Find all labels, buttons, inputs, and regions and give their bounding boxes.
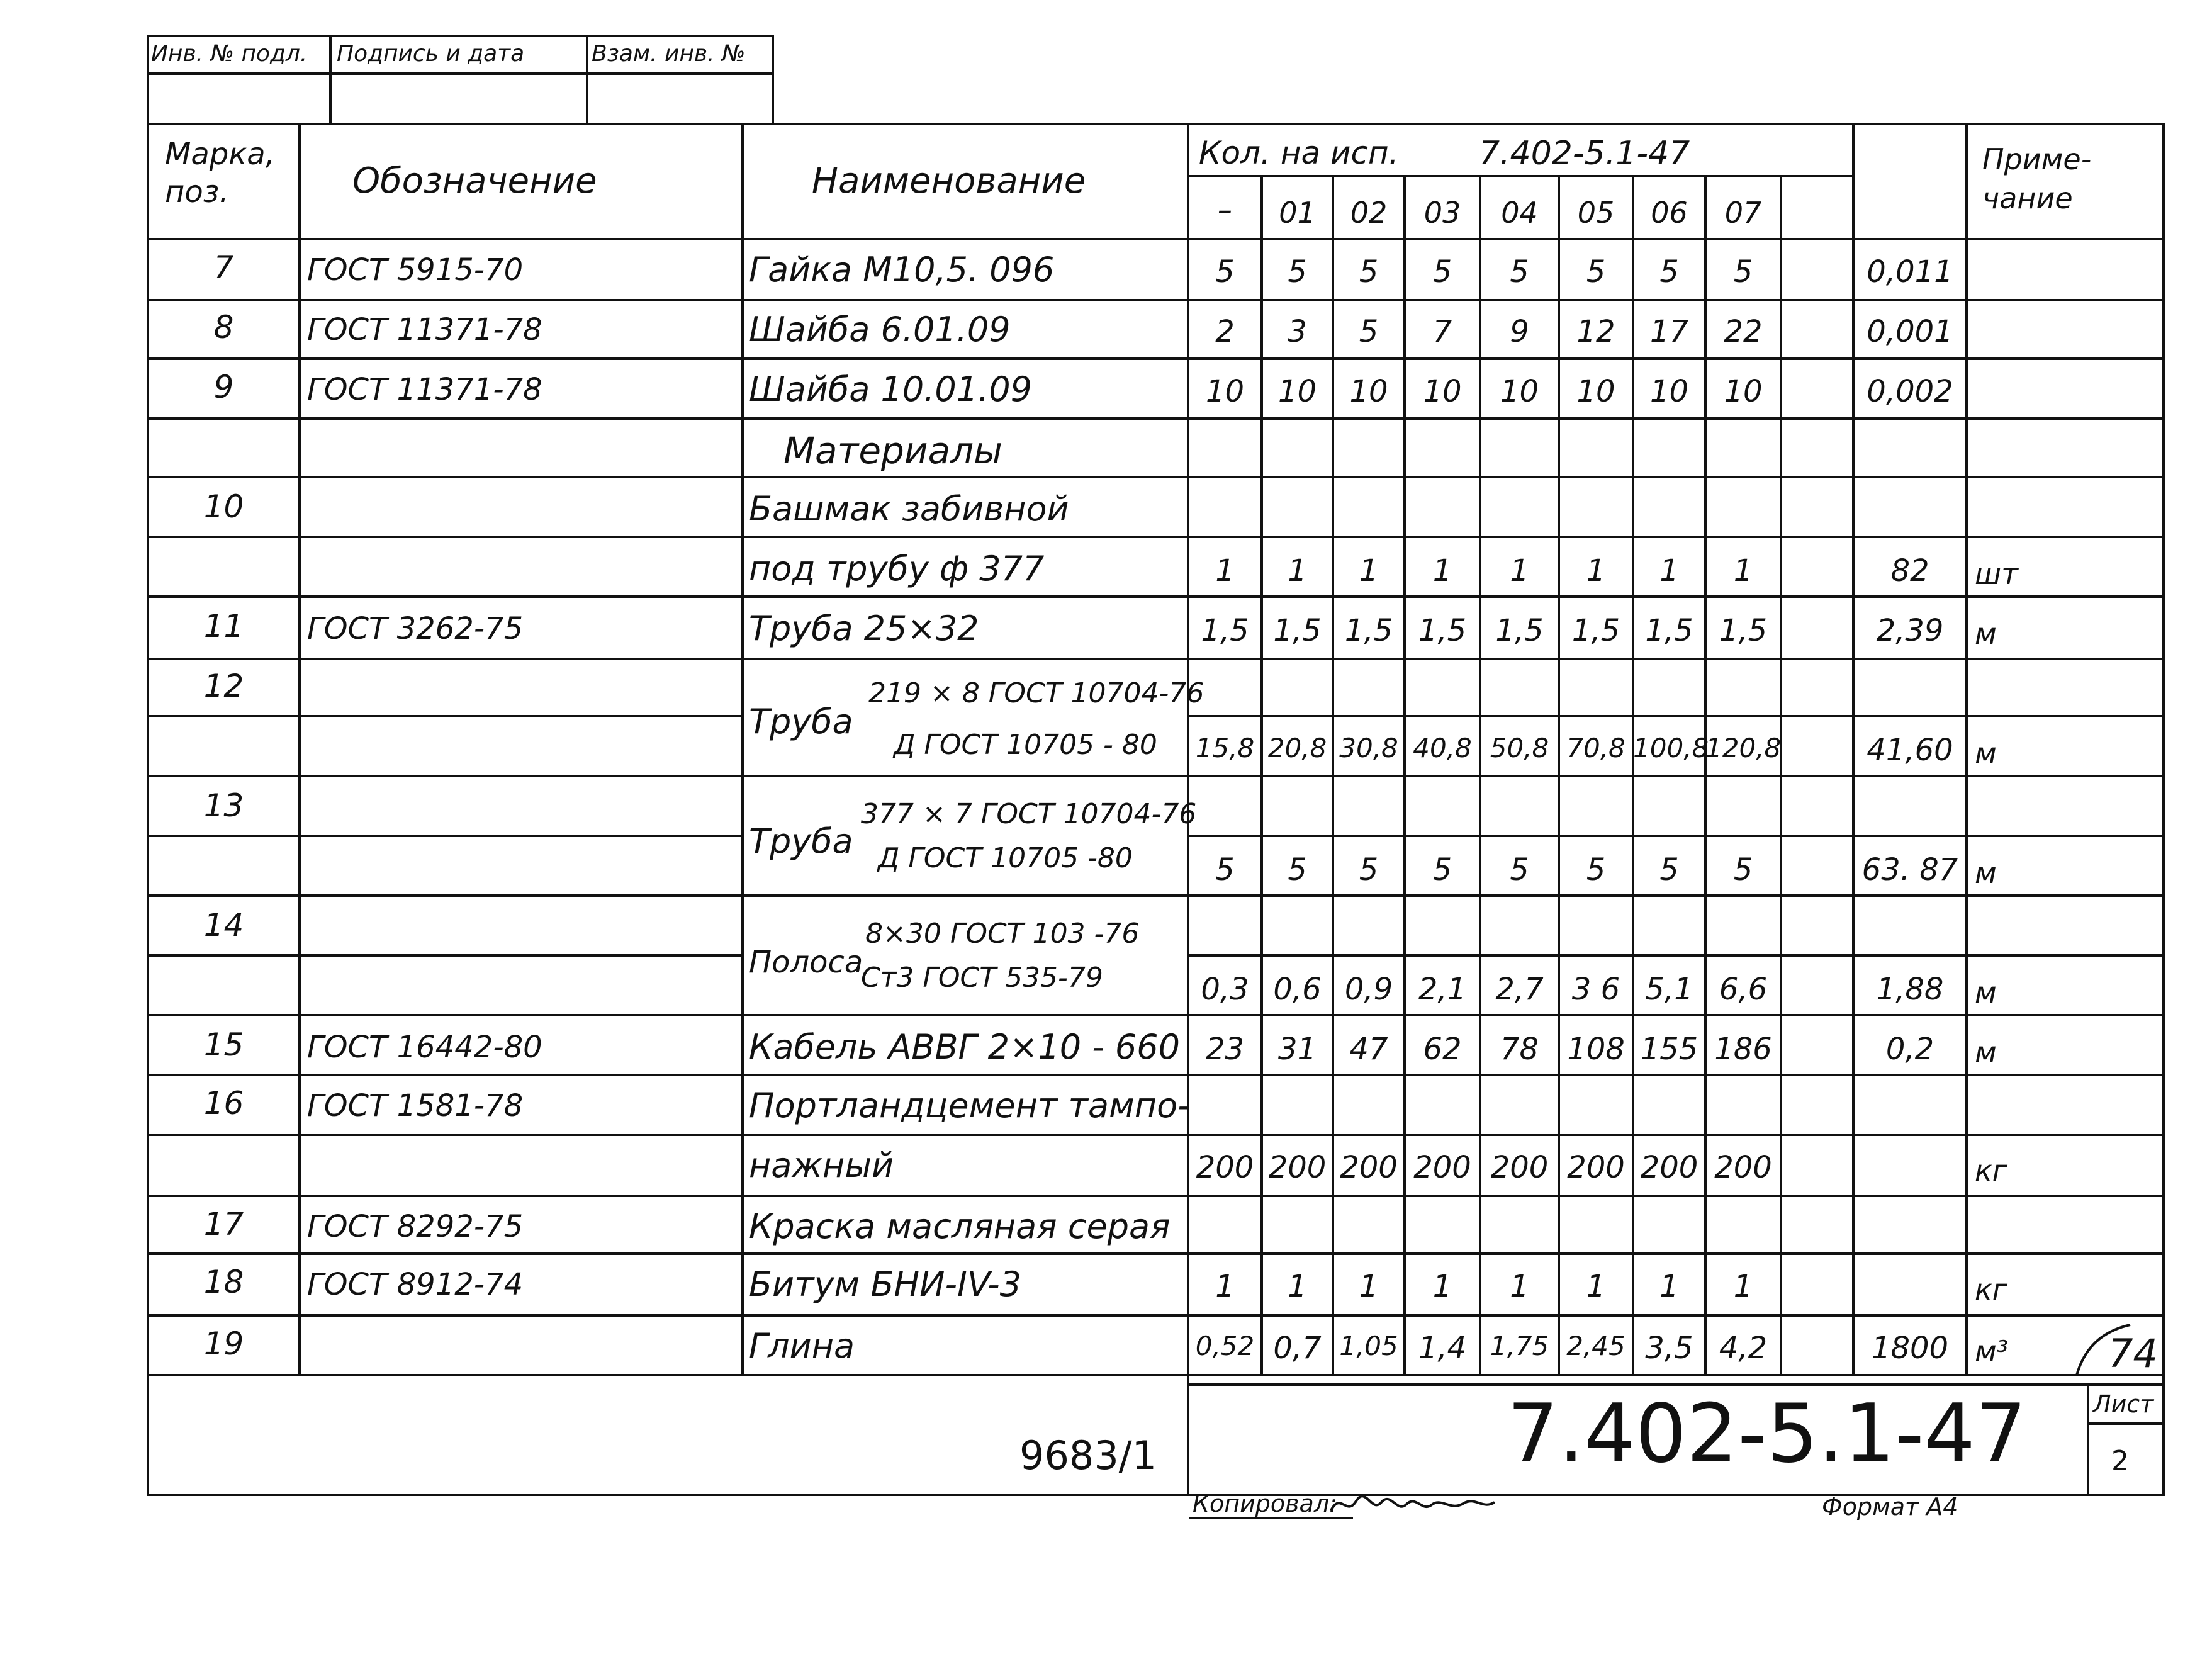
note-cell: м <box>1975 856 1997 890</box>
qty-cell: 3 6 <box>1571 972 1620 1007</box>
qty-cell: 200 <box>1567 1150 1625 1185</box>
qty-cell: 1 <box>1432 1269 1452 1304</box>
strip-14-line2: Ст3 ГОСТ 535-79 <box>861 962 1103 994</box>
variant-header: 03 <box>1423 196 1461 230</box>
qty-cell: 200 <box>1640 1150 1698 1185</box>
variant-header: 05 <box>1577 196 1615 230</box>
qty-cell: 1,75 <box>1490 1331 1549 1361</box>
qty-cell: 5 <box>1215 852 1235 887</box>
qty-cell: 20,8 <box>1267 733 1327 763</box>
header-mark: Марка, поз. <box>165 137 275 210</box>
qty-cell: 5 <box>1359 254 1379 290</box>
qty-cell: 1,5 <box>1645 613 1693 648</box>
row-position: 18 <box>203 1264 244 1300</box>
row-position: 15 <box>203 1027 244 1063</box>
qty-cell: 15,8 <box>1195 733 1255 763</box>
qty-cell: 5 <box>1288 852 1307 887</box>
note-cell: кг <box>1975 1273 2007 1307</box>
qty-cell: 1,5 <box>1495 613 1544 648</box>
row-name: Материалы <box>783 429 1002 472</box>
qty-cell: 120,8 <box>1705 733 1782 763</box>
qty-cell: 2,1 <box>1418 972 1467 1007</box>
row-position: 9 <box>213 369 234 405</box>
row-designation: ГОСТ 8912-74 <box>307 1267 524 1302</box>
row-name: нажный <box>749 1145 894 1185</box>
inventory-number: 9683/1 <box>1019 1432 1157 1478</box>
note-cell: м <box>1975 1035 1997 1069</box>
row-name: Кабель АВВГ 2×10 - 660 <box>749 1027 1180 1067</box>
qty-cell: 9 <box>1510 314 1529 349</box>
row-position: 19 <box>203 1325 244 1362</box>
mass-cell: 1,88 <box>1876 972 1944 1007</box>
qty-cell: 3,5 <box>1645 1331 1693 1366</box>
qty-cell: 3 <box>1288 314 1307 349</box>
pipe-13-main: Труба <box>749 821 853 861</box>
variant-header: 04 <box>1501 196 1538 230</box>
header-name: Наименование <box>812 160 1086 201</box>
qty-cell: 17 <box>1649 314 1689 349</box>
sheet-number: 2 <box>2111 1445 2129 1477</box>
mass-cell: 0,2 <box>1885 1032 1934 1067</box>
qty-cell: 5 <box>1359 852 1379 887</box>
qty-cell: 5 <box>1659 852 1679 887</box>
qty-cell: 10 <box>1205 374 1245 409</box>
header-qty-title: Кол. на исп. <box>1199 135 1399 171</box>
qty-cell: 5 <box>1659 254 1679 290</box>
row-designation: ГОСТ 8292-75 <box>307 1209 524 1244</box>
qty-cell: 5 <box>1510 852 1529 887</box>
pipe-12-main: Труба <box>749 702 853 741</box>
qty-cell: 200 <box>1714 1150 1772 1185</box>
note-cell: м <box>1975 736 1997 770</box>
row-position: 16 <box>203 1085 244 1122</box>
row-position: 11 <box>203 608 244 644</box>
qty-cell: 1 <box>1586 1269 1606 1304</box>
row-designation: ГОСТ 16442-80 <box>307 1030 542 1065</box>
qty-cell: 47 <box>1349 1032 1388 1067</box>
qty-cell: 78 <box>1500 1032 1539 1067</box>
row-name: Краска масляная серая <box>749 1207 1171 1246</box>
qty-cell: 22 <box>1724 314 1763 349</box>
header-note: Приме- чание <box>1982 142 2092 216</box>
row-name: Портландцемент тампо- <box>749 1086 1190 1125</box>
copied-by-label: Копировал: <box>1193 1490 1337 1517</box>
qty-cell: 1 <box>1659 553 1679 588</box>
qty-cell: 1,5 <box>1719 613 1768 648</box>
pipe-13-line1: 377 × 7 ГОСТ 10704-76 <box>861 798 1197 830</box>
pipe-12-line2: Д ГОСТ 10705 - 80 <box>894 729 1157 761</box>
qty-cell: 0,6 <box>1273 972 1322 1007</box>
pipe-12-line1: 219 × 8 ГОСТ 10704-76 <box>868 677 1204 709</box>
row-designation: ГОСТ 1581-78 <box>307 1088 524 1123</box>
qty-cell: 30,8 <box>1339 733 1398 763</box>
qty-cell: 155 <box>1640 1032 1698 1067</box>
qty-cell: 1,5 <box>1571 613 1620 648</box>
mass-cell: 2,39 <box>1876 613 1944 648</box>
qty-cell: 200 <box>1340 1150 1398 1185</box>
note-cell: м <box>1975 976 1997 1010</box>
variant-header: 07 <box>1724 196 1762 230</box>
mass-cell: 0,001 <box>1867 314 1953 349</box>
mass-cell: 0,002 <box>1867 374 1953 409</box>
qty-cell: 1,5 <box>1418 613 1467 648</box>
stamp-label-inv: Инв. № подл. <box>151 41 308 67</box>
row-designation: ГОСТ 11371-78 <box>307 372 542 407</box>
row-designation: ГОСТ 11371-78 <box>307 312 542 347</box>
row-position: 7 <box>213 249 234 286</box>
row-name: Шайба 6.01.09 <box>749 310 1011 349</box>
row-position: 10 <box>203 488 244 525</box>
copier-signature <box>1328 1488 1498 1520</box>
qty-cell: 50,8 <box>1490 733 1549 763</box>
mass-cell: 0,011 <box>1867 254 1953 290</box>
qty-cell: 62 <box>1423 1032 1462 1067</box>
qty-cell: 5 <box>1432 254 1452 290</box>
qty-cell: 10 <box>1500 374 1539 409</box>
qty-cell: 0,9 <box>1344 972 1393 1007</box>
qty-cell: 70,8 <box>1566 733 1625 763</box>
qty-cell: 2,45 <box>1566 1331 1625 1361</box>
row-name: Башмак забивной <box>749 489 1069 529</box>
variant-header: – <box>1218 193 1232 227</box>
qty-cell: 5 <box>1359 314 1379 349</box>
row-name: Труба 25×32 <box>749 609 979 648</box>
stamp-label-signature: Подпись и дата <box>337 41 525 67</box>
qty-cell: 0,7 <box>1273 1331 1322 1366</box>
mass-cell: 63. 87 <box>1861 852 1958 887</box>
qty-cell: 1 <box>1215 1269 1235 1304</box>
qty-cell: 6,6 <box>1719 972 1768 1007</box>
qty-cell: 10 <box>1576 374 1615 409</box>
qty-cell: 5 <box>1215 254 1235 290</box>
row-designation: ГОСТ 5915-70 <box>307 252 524 288</box>
qty-cell: 1 <box>1510 1269 1529 1304</box>
qty-cell: 200 <box>1268 1150 1327 1185</box>
qty-cell: 5 <box>1510 254 1529 290</box>
qty-cell: 1,05 <box>1339 1331 1398 1361</box>
qty-cell: 1 <box>1586 553 1606 588</box>
qty-cell: 1 <box>1510 553 1529 588</box>
qty-cell: 1 <box>1215 553 1235 588</box>
qty-cell: 5 <box>1586 254 1606 290</box>
qty-cell: 5 <box>1432 852 1452 887</box>
row-name: Шайба 10.01.09 <box>749 369 1032 409</box>
qty-cell: 10 <box>1423 374 1462 409</box>
qty-cell: 5,1 <box>1645 972 1693 1007</box>
qty-cell: 1 <box>1359 1269 1379 1304</box>
pipe-13-line2: Д ГОСТ 10705 -80 <box>878 842 1133 874</box>
mass-cell: 1800 <box>1871 1331 1949 1366</box>
qty-cell: 1 <box>1733 553 1753 588</box>
row-position: 17 <box>203 1206 244 1242</box>
page-mark: 74 <box>2108 1331 2158 1376</box>
row-designation: ГОСТ 3262-75 <box>307 611 524 646</box>
qty-cell: 5 <box>1733 852 1753 887</box>
note-cell: кг <box>1975 1154 2007 1188</box>
variant-header: 02 <box>1350 196 1388 230</box>
sheet-label: Лист <box>2093 1390 2154 1418</box>
variant-header: 06 <box>1651 196 1688 230</box>
qty-cell: 10 <box>1649 374 1689 409</box>
row-position: 13 <box>203 787 244 824</box>
row-name: Глина <box>749 1326 855 1366</box>
qty-cell: 1 <box>1733 1269 1753 1304</box>
qty-cell: 10 <box>1349 374 1388 409</box>
qty-cell: 4,2 <box>1719 1331 1768 1366</box>
document-code: 7.402-5.1-47 <box>1507 1387 2027 1481</box>
strip-14-main: Полоса <box>749 945 863 980</box>
row-name: Гайка М10,5. 096 <box>749 250 1055 290</box>
qty-cell: 2 <box>1215 314 1235 349</box>
qty-cell: 23 <box>1205 1032 1245 1067</box>
qty-cell: 200 <box>1196 1150 1254 1185</box>
header-qty-code: 7.402-5.1-47 <box>1479 135 1690 172</box>
qty-cell: 1 <box>1659 1269 1679 1304</box>
mass-cell: 41,60 <box>1867 733 1953 768</box>
qty-cell: 7 <box>1432 314 1452 349</box>
variant-header: 01 <box>1279 196 1316 230</box>
qty-cell: 5 <box>1733 254 1753 290</box>
stamp-label-replace: Взам. инв. № <box>592 41 746 67</box>
qty-cell: 5 <box>1586 852 1606 887</box>
qty-cell: 186 <box>1714 1032 1772 1067</box>
qty-cell: 200 <box>1490 1150 1549 1185</box>
qty-cell: 5 <box>1288 254 1307 290</box>
note-cell: м <box>1975 617 1997 651</box>
qty-cell: 108 <box>1567 1032 1625 1067</box>
qty-cell: 0,52 <box>1195 1331 1255 1361</box>
note-cell: м³ <box>1975 1334 2009 1368</box>
qty-cell: 31 <box>1277 1032 1317 1067</box>
format-label: Формат А4 <box>1822 1493 1958 1521</box>
row-position: 8 <box>213 309 234 346</box>
row-position: 14 <box>203 907 244 943</box>
qty-cell: 1,5 <box>1344 613 1393 648</box>
qty-cell: 1,4 <box>1418 1331 1467 1366</box>
qty-cell: 10 <box>1724 374 1763 409</box>
qty-cell: 1 <box>1288 1269 1307 1304</box>
qty-cell: 1 <box>1359 553 1379 588</box>
row-name: Битум БНИ-IV-3 <box>749 1264 1022 1304</box>
qty-cell: 10 <box>1277 374 1317 409</box>
note-cell: шт <box>1975 557 2018 591</box>
qty-cell: 1 <box>1288 553 1307 588</box>
qty-cell: 0,3 <box>1201 972 1249 1007</box>
qty-cell: 12 <box>1576 314 1615 349</box>
qty-cell: 100,8 <box>1633 733 1709 763</box>
qty-cell: 200 <box>1413 1150 1471 1185</box>
row-name: под трубу ф 377 <box>749 549 1045 588</box>
row-position: 12 <box>203 668 244 704</box>
qty-cell: 40,8 <box>1413 733 1472 763</box>
qty-cell: 1,5 <box>1201 613 1249 648</box>
qty-cell: 1,5 <box>1273 613 1322 648</box>
header-designation: Обозначение <box>352 160 597 201</box>
mass-cell: 82 <box>1890 553 1929 588</box>
qty-cell: 2,7 <box>1495 972 1544 1007</box>
strip-14-line1: 8×30 ГОСТ 103 -76 <box>865 918 1140 950</box>
qty-cell: 1 <box>1432 553 1452 588</box>
